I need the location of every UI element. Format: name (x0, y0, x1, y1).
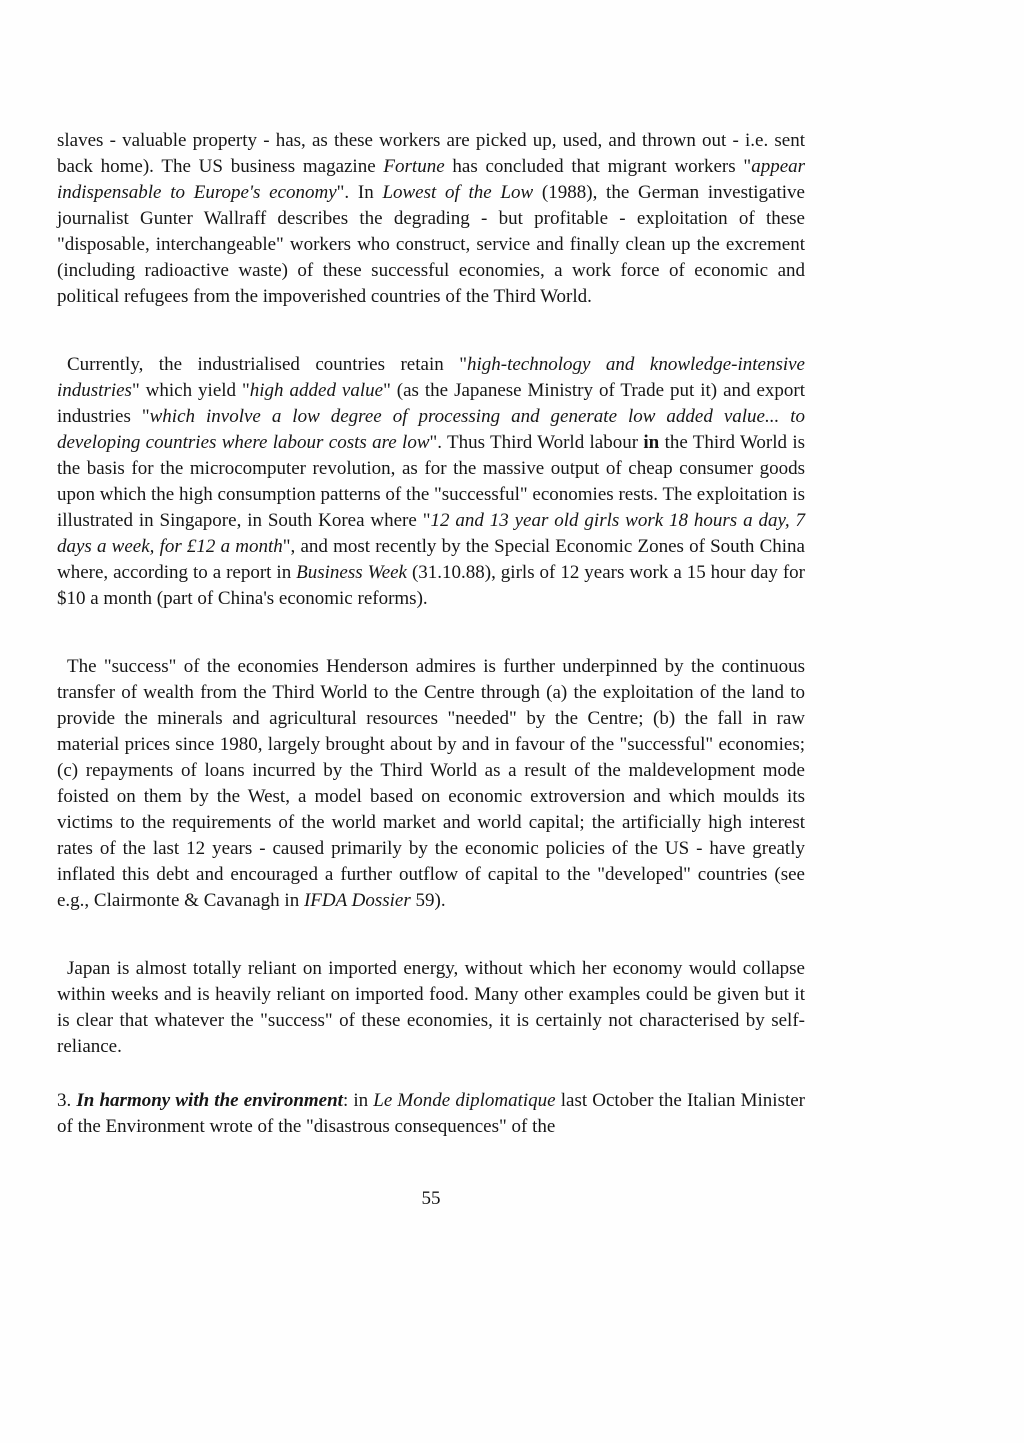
text-run: (31.10.88), girls of 12 years work a 15 hour day for $10 a month (part of China's economic reforms). (57, 562, 805, 609)
paragraph (57, 352, 805, 612)
text-run: Le Monde diplomatique (373, 1090, 556, 1111)
text-run: ". Thus Third World labour (429, 432, 644, 453)
text-run: high added value (249, 380, 384, 401)
text-run: last October the Italian Minister of the Environment wrote of the "disastrous consequences" of the (57, 1090, 806, 1137)
paragraph (57, 128, 805, 310)
text-run: in (643, 432, 660, 453)
text-run: Currently, the industrialised countries retain " (67, 354, 467, 375)
paragraph (57, 654, 805, 914)
paragraph (57, 1088, 805, 1140)
text-run: (1988), the German investigative journalist Gunter Wallraff describes the degrading - but profitable - exploitation of these "disposable, interchangeable" workers who construct, service and finally clean up the excrement (including radioactive waste) of these successful economies, a work force of economic and political refugees from the impoverished countries of the Third World. (57, 182, 805, 307)
text-run: Fortune (383, 156, 445, 177)
paragraph (57, 956, 805, 1060)
text-run: The "success" of the economies Henderson admires is further underpinned by the continuous transfer of wealth from the Third World to the Centre through (a) the exploitation of the land to provide the minerals and agricultural resources "needed" by the Centre; (b) the fall in raw material prices since 1980, largely brought about by and in favour of the "successful" economies; (c) repayments of loans incurred by the Third World as a result of the maldevelopment mode foisted on them by the West, a model based on economic extroversion and which moulds its victims to the requirements of the world market and world capital; the artificially high interest rates of the last 12 years - caused primarily by the economic policies of the US - have greatly inflated this debt and encouraged a further outflow of capital to the "developed" countries (see e.g., Clairmonte & Cavanagh in (57, 656, 805, 911)
text-run: : in (342, 1090, 374, 1111)
text-run: ", and most recently by the Special Economic Zones of South China where, according to a report in (57, 536, 805, 583)
text-run: IFDA Dossier (303, 890, 411, 911)
text-run: " which yield " (131, 380, 250, 401)
text-run: 12 and 13 year old girls work 18 hours a day, 7 days a week, for £12 a month (57, 510, 805, 557)
page-number: 55 (421, 1188, 441, 1209)
text-run: which involve a low degree of processing and generate low added value... to developing countries where labour costs are low (57, 406, 805, 453)
text-run: slaves - valuable property - has, as these workers are picked up, used, and thrown out - i.e. sent back home). The US business magazine (57, 130, 805, 177)
text-run: Business Week (296, 562, 407, 583)
text-run: appear indispensable to Europe's economy (57, 156, 806, 203)
text-run: has concluded that migrant workers " (444, 156, 752, 177)
text-run: ". In (336, 182, 383, 203)
page-body (57, 128, 805, 1140)
text-run: Lowest of the Low (382, 182, 534, 203)
text-run: 59). (410, 890, 446, 911)
text-run: high-technology and knowledge-intensive industries (57, 354, 805, 401)
text-run: 3. (57, 1090, 77, 1111)
text-run: In harmony with the environment (76, 1090, 343, 1111)
document-page (57, 128, 805, 1212)
text-run: Japan is almost totally reliant on imported energy, without which her economy would collapse within weeks and is heavily reliant on imported food. Many other examples could be given but it is clear that whatever the "success" of these economies, it is certainly not characterised by self-reliance. (57, 958, 805, 1057)
text-run: the Third World is the basis for the microcomputer revolution, as for the massive output of cheap consumer goods upon which the high consumption patterns of the "successful" economies rests. The exploitation is illustrated in Singapore, in South Korea where " (57, 432, 806, 531)
text-run: " (as the Japanese Ministry of Trade put it) and export industries " (57, 380, 806, 427)
